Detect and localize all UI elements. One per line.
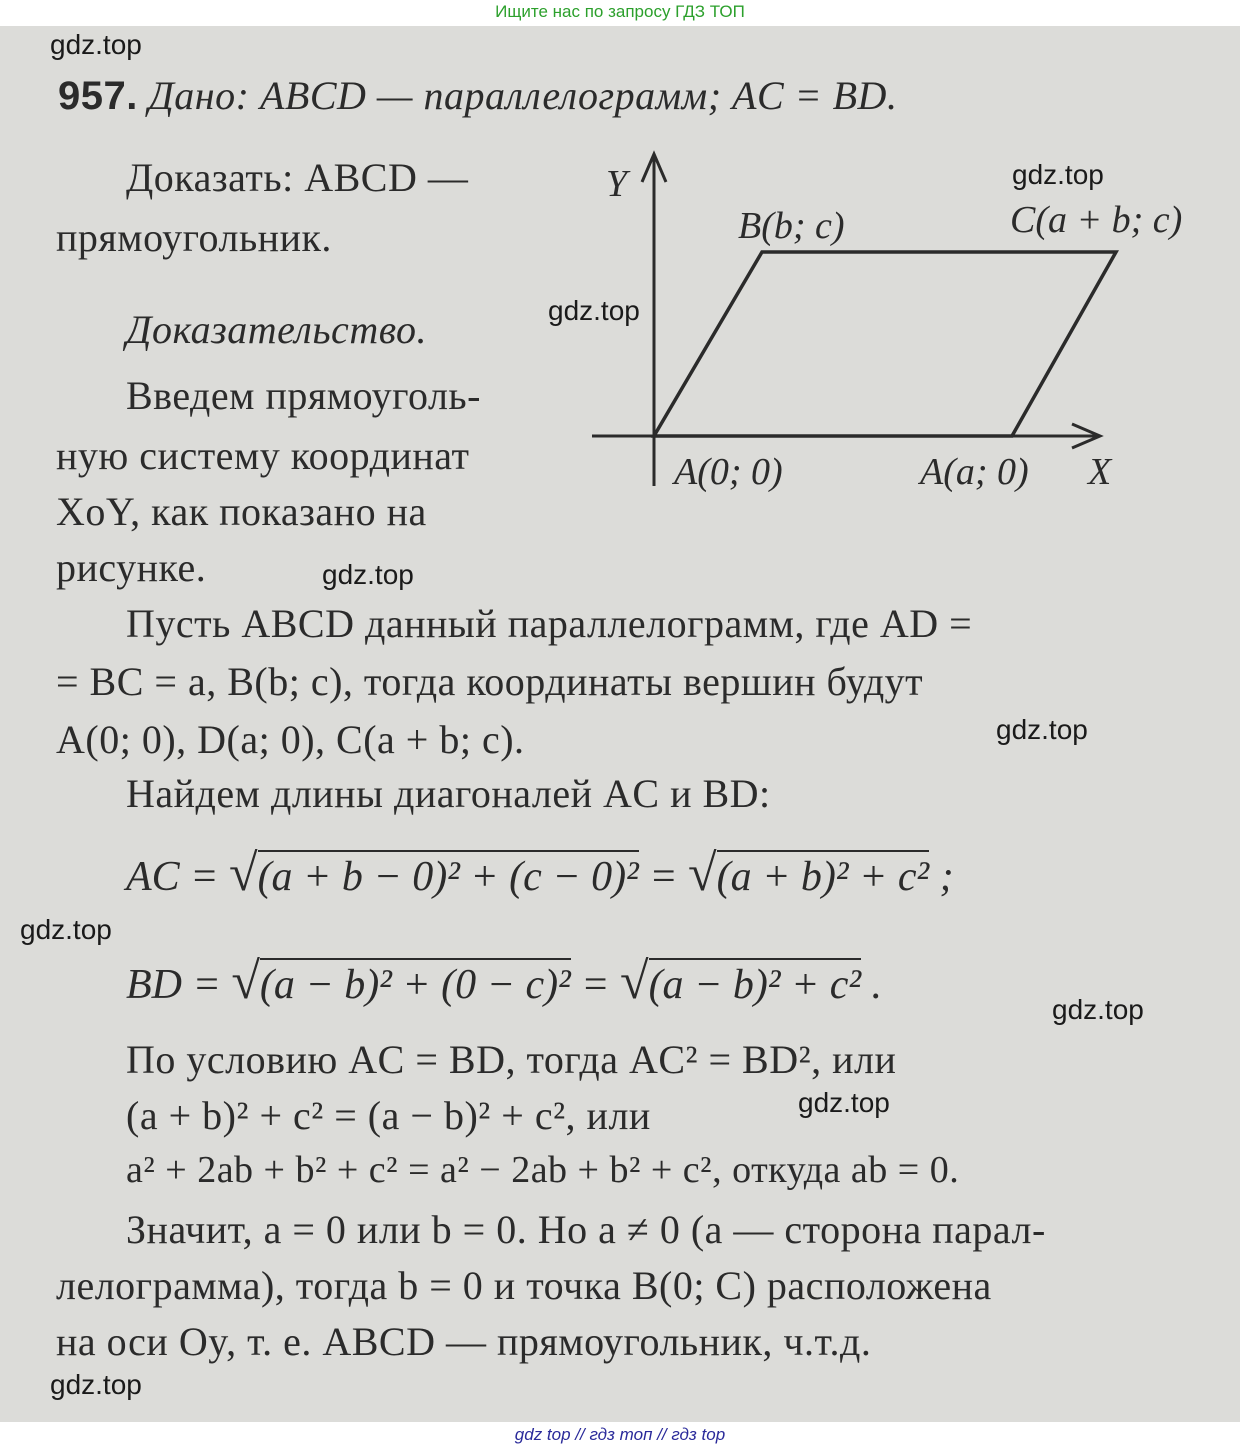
formula-bd-eq: = bbox=[570, 962, 621, 1008]
vertex-a-label: A(0; 0) bbox=[674, 451, 783, 493]
sqrt-symbol: √ bbox=[688, 845, 717, 902]
vertex-d-label: A(a; 0) bbox=[920, 451, 1029, 493]
formula-bd-radicand-1: (a − b)² + (0 − c)² bbox=[260, 958, 571, 1008]
text-line: = BC = a, B(b; c), тогда координаты вершин будут bbox=[56, 659, 924, 704]
watermark: gdz.top bbox=[20, 914, 112, 945]
formula-ac-radicand-2: (a + b)² + c² bbox=[717, 850, 929, 900]
watermark: gdz.top bbox=[798, 1087, 890, 1118]
problem-given: Дано: ABCD — параллелограмм; AC = BD. bbox=[148, 73, 898, 118]
problem-header bbox=[58, 72, 897, 119]
problem-number: 957. bbox=[58, 74, 138, 118]
watermark: gdz.top bbox=[50, 1369, 142, 1400]
proof-heading: Доказательство. bbox=[126, 307, 428, 352]
parallelogram-figure bbox=[580, 136, 1240, 496]
sqrt-symbol: √ bbox=[231, 953, 260, 1010]
formula-bd-end: . bbox=[861, 962, 883, 1008]
watermark: gdz.top bbox=[996, 714, 1088, 745]
formula-bd-radicand-2: (a − b)² + c² bbox=[649, 958, 861, 1008]
formula-bd bbox=[126, 952, 882, 1011]
text-line: (a + b)² + c² = (a − b)² + c², или bbox=[126, 1093, 651, 1138]
bottom-banner: gdz top // гдз топ // гдз top bbox=[514, 1425, 726, 1444]
axis-y-label: Y bbox=[606, 163, 628, 205]
text-line: рисунке. bbox=[56, 545, 207, 590]
formula-ac-left: AC = bbox=[126, 854, 230, 900]
formula-ac-eq: = bbox=[638, 854, 689, 900]
text-line: прямоугольник. bbox=[56, 215, 332, 260]
text-line: Пусть ABCD данный параллелограмм, где AD = bbox=[126, 601, 973, 646]
vertex-c-label: C(a + b; c) bbox=[1010, 199, 1183, 241]
formula-ac bbox=[126, 844, 954, 903]
text-line: Доказать: ABCD — bbox=[126, 155, 469, 200]
text-line: A(0; 0), D(a; 0), C(a + b; c). bbox=[56, 717, 525, 762]
text-line: Введем прямоуголь- bbox=[126, 373, 481, 418]
formula-bd-left: BD = bbox=[126, 962, 232, 1008]
formula-ac-end: ; bbox=[929, 854, 954, 900]
formula-ac-radicand-1: (a + b − 0)² + (c − 0)² bbox=[258, 850, 639, 900]
text-line: XoY, как показано на bbox=[56, 489, 427, 534]
axis-x-label: X bbox=[1088, 451, 1112, 493]
text-line: a² + 2ab + b² + c² = a² − 2ab + b² + c², откуда ab = 0. bbox=[126, 1149, 960, 1191]
watermark: gdz.top bbox=[50, 29, 142, 60]
text-line: Значит, a = 0 или b = 0. Но a ≠ 0 (a — сторона парал- bbox=[126, 1207, 1046, 1252]
parallelogram bbox=[654, 252, 1116, 436]
vertex-b-label: B(b; c) bbox=[738, 205, 845, 247]
watermark: gdz.top bbox=[322, 559, 414, 590]
sqrt-symbol: √ bbox=[620, 953, 649, 1010]
top-banner: Ищите нас по запросу ГДЗ ТОП bbox=[495, 2, 745, 21]
text-line: лелограмма), тогда b = 0 и точка B(0; C) расположена bbox=[56, 1263, 992, 1308]
sqrt-symbol: √ bbox=[229, 845, 258, 902]
text-line: на оси Oy, т. е. ABCD — прямоугольник, ч.т.д. bbox=[56, 1319, 872, 1364]
watermark: gdz.top bbox=[548, 295, 640, 326]
text-line: Найдем длины диагоналей AC и BD: bbox=[126, 771, 771, 816]
watermark: gdz.top bbox=[1052, 994, 1144, 1025]
text-line: По условию AC = BD, тогда AC² = BD², или bbox=[126, 1037, 897, 1082]
watermark: gdz.top bbox=[1012, 159, 1104, 190]
text-line: ную систему координат bbox=[56, 433, 470, 478]
textbook-page-scan bbox=[0, 26, 1240, 1422]
